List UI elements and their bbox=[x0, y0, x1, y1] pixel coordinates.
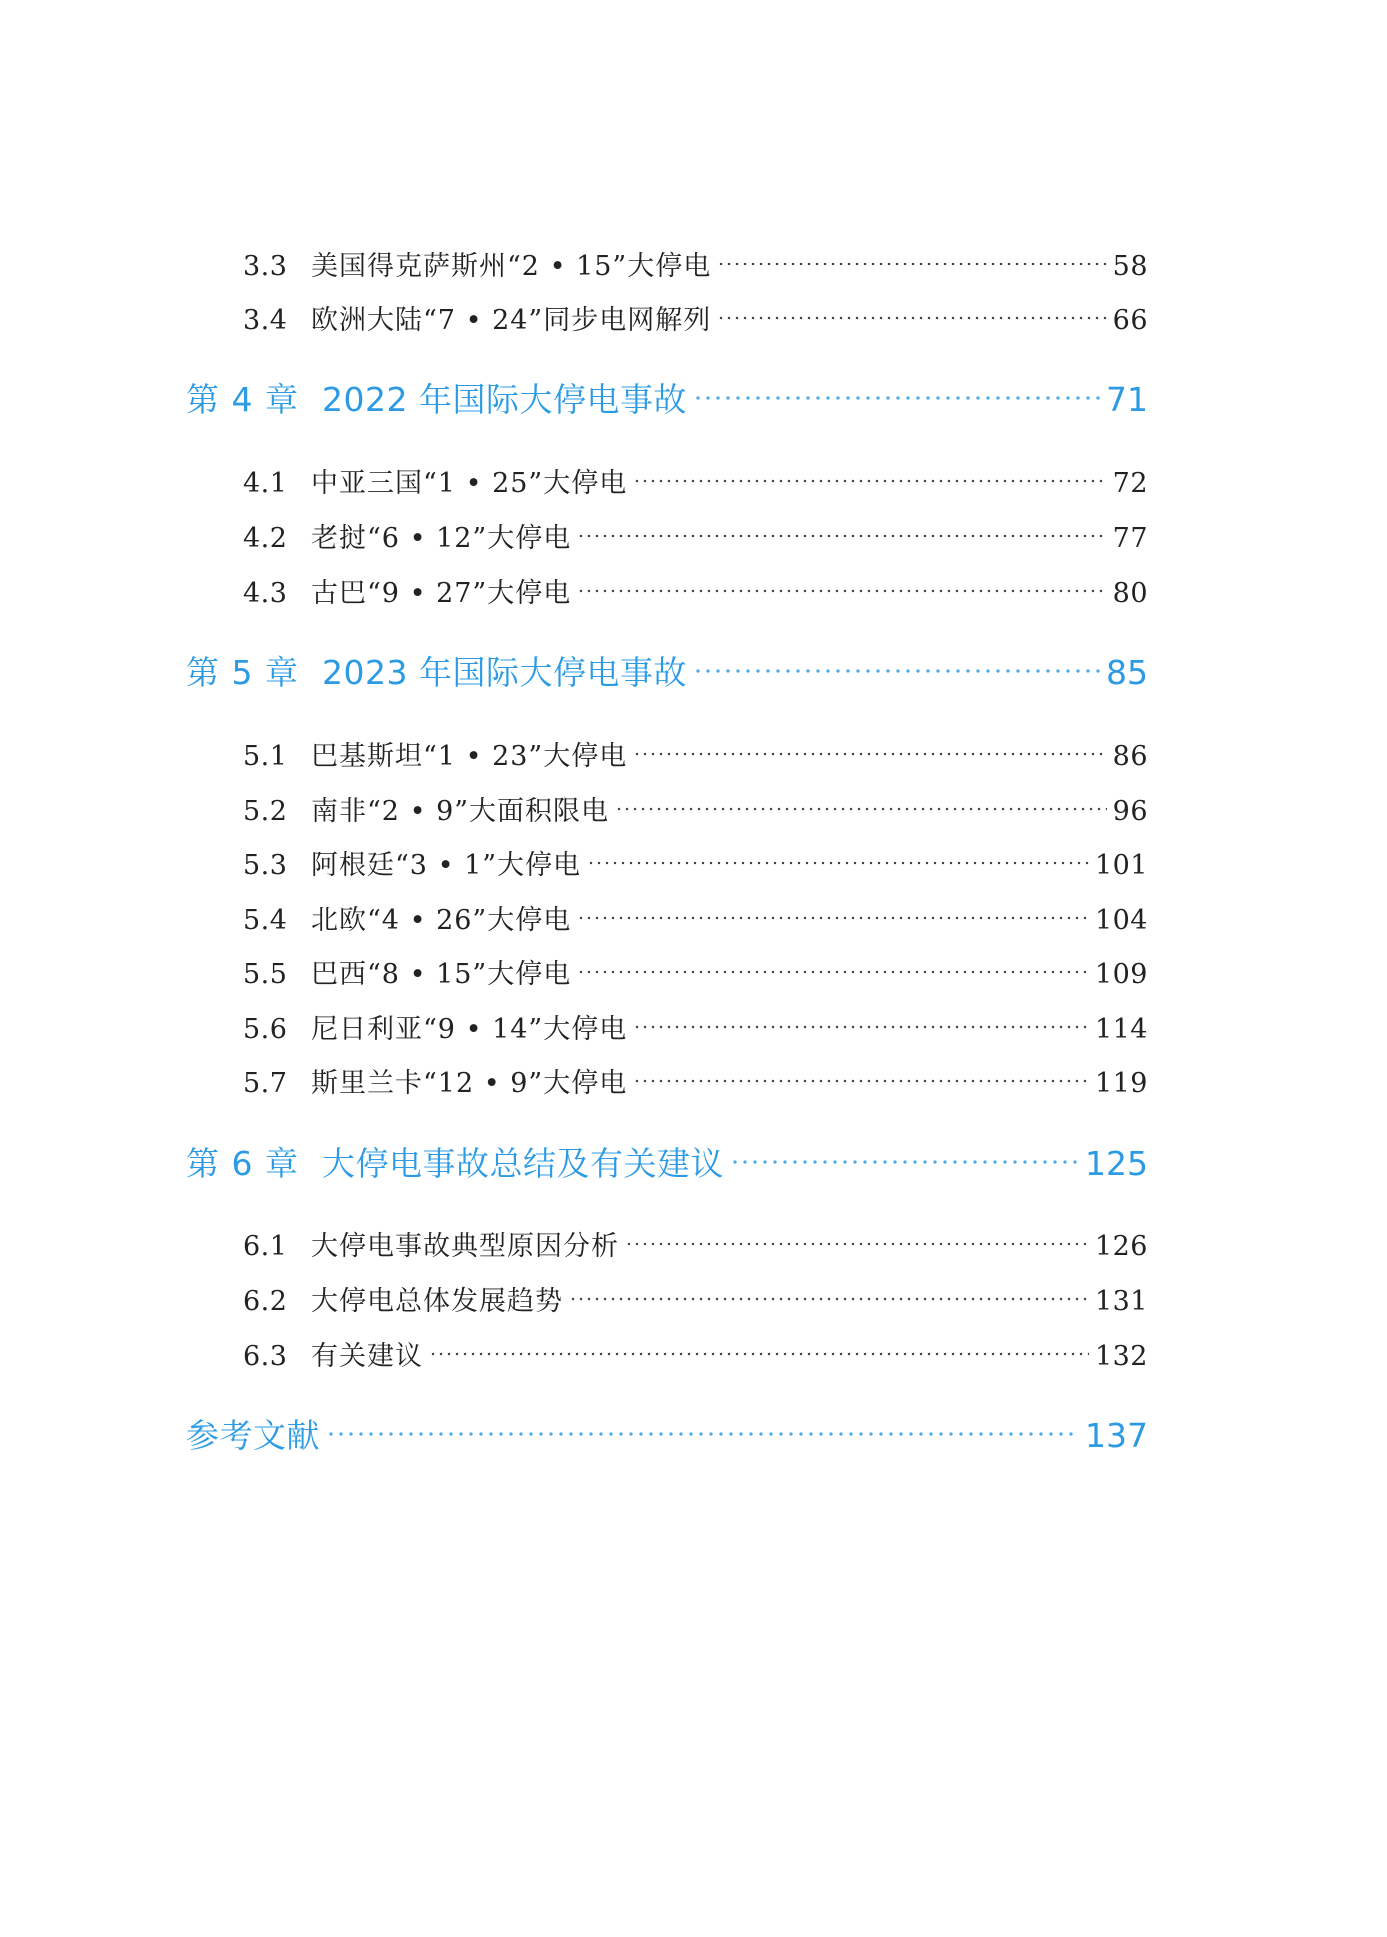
toc-section-title: 巴基斯坦“1 • 23”大停电 bbox=[311, 741, 628, 772]
toc-chapter-5[interactable] bbox=[186, 647, 1148, 695]
toc-entry-3-3[interactable] bbox=[243, 244, 1148, 284]
toc-section-title: 北欧“4 • 26”大停电 bbox=[311, 905, 572, 936]
toc-page-number: 114 bbox=[1094, 1014, 1148, 1045]
toc-dot-leader bbox=[633, 1025, 1089, 1029]
toc-page-number: 137 bbox=[1085, 1416, 1148, 1455]
toc-entry-5-4[interactable] bbox=[243, 898, 1148, 938]
toc-chapter-title: 大停电事故总结及有关建议 bbox=[322, 1144, 724, 1183]
toc-entry-4-3[interactable] bbox=[243, 571, 1148, 611]
toc-section-number: 6.1 bbox=[243, 1231, 288, 1262]
toc-chapter-number: 第 6 章 bbox=[186, 1144, 299, 1183]
toc-chapter-title: 2023 年国际大停电事故 bbox=[322, 653, 687, 692]
toc-entry-6-1[interactable] bbox=[243, 1224, 1148, 1264]
toc-section-number: 5.2 bbox=[243, 796, 288, 827]
toc-page-number: 80 bbox=[1112, 578, 1148, 609]
toc-entry-5-7[interactable] bbox=[243, 1061, 1148, 1101]
toc-entry-6-3[interactable] bbox=[243, 1334, 1148, 1374]
toc-section-title: 老挝“6 • 12”大停电 bbox=[311, 523, 572, 554]
toc-page-number: 77 bbox=[1112, 523, 1148, 554]
toc-dot-leader bbox=[717, 262, 1106, 266]
toc-section-title: 古巴“9 • 27”大停电 bbox=[311, 578, 572, 609]
toc-dot-leader bbox=[633, 752, 1106, 756]
toc-dot-leader bbox=[429, 1352, 1089, 1356]
toc-dot-leader bbox=[633, 1079, 1089, 1083]
toc-dot-leader bbox=[625, 1242, 1089, 1246]
toc-section-title: 大停电事故典型原因分析 bbox=[311, 1231, 619, 1262]
toc-page-number: 132 bbox=[1094, 1341, 1148, 1372]
toc-page-number: 85 bbox=[1106, 653, 1148, 692]
toc-dot-leader bbox=[693, 669, 1100, 673]
toc-page-number: 126 bbox=[1094, 1231, 1148, 1262]
toc-section-number: 5.7 bbox=[243, 1068, 288, 1099]
toc-section-title: 斯里兰卡“12 • 9”大停电 bbox=[311, 1068, 628, 1099]
toc-section-number: 5.1 bbox=[243, 741, 288, 772]
toc-section-title: 阿根廷“3 • 1”大停电 bbox=[311, 850, 582, 881]
toc-dot-leader bbox=[577, 916, 1089, 920]
toc-entry-5-3[interactable] bbox=[243, 843, 1148, 883]
toc-page-number: 101 bbox=[1094, 850, 1148, 881]
toc-dot-leader bbox=[633, 479, 1106, 483]
toc-dot-leader bbox=[569, 1297, 1089, 1301]
toc-page-number: 104 bbox=[1094, 905, 1148, 936]
toc-page-number: 72 bbox=[1112, 468, 1148, 499]
toc-section-number: 5.4 bbox=[243, 905, 288, 936]
toc-entry-4-2[interactable] bbox=[243, 516, 1148, 556]
toc-page-number: 131 bbox=[1094, 1286, 1148, 1317]
toc-entry-6-2[interactable] bbox=[243, 1279, 1148, 1319]
toc-chapter-number: 第 4 章 bbox=[186, 380, 299, 419]
toc-page-number: 71 bbox=[1106, 380, 1148, 419]
toc-dot-leader bbox=[577, 970, 1089, 974]
toc-page-number: 109 bbox=[1094, 959, 1148, 990]
toc-dot-leader bbox=[730, 1160, 1079, 1164]
toc-section-number: 5.3 bbox=[243, 850, 288, 881]
toc-page-number: 96 bbox=[1112, 796, 1148, 827]
toc-section-title: 大停电总体发展趋势 bbox=[311, 1286, 563, 1317]
toc-entry-4-1[interactable] bbox=[243, 461, 1148, 501]
toc-chapter-number: 第 5 章 bbox=[186, 653, 299, 692]
toc-entry-5-6[interactable] bbox=[243, 1007, 1148, 1047]
toc-section-title: 美国得克萨斯州“2 • 15”大停电 bbox=[311, 251, 712, 282]
toc-section-number: 4.3 bbox=[243, 578, 288, 609]
toc-section-number: 5.5 bbox=[243, 959, 288, 990]
toc-dot-leader bbox=[615, 807, 1107, 811]
toc-section-title: 欧洲大陆“7 • 24”同步电网解列 bbox=[311, 305, 712, 336]
toc-section-title: 有关建议 bbox=[311, 1341, 423, 1372]
toc-page-number: 86 bbox=[1112, 741, 1148, 772]
toc-section-number: 3.3 bbox=[243, 251, 288, 282]
toc-entry-3-4[interactable] bbox=[243, 298, 1148, 338]
toc-dot-leader bbox=[693, 396, 1100, 400]
toc-section-title: 中亚三国“1 • 25”大停电 bbox=[311, 468, 628, 499]
toc-chapter-title: 参考文献 bbox=[186, 1416, 320, 1455]
toc-entry-5-2[interactable] bbox=[243, 789, 1148, 829]
toc-page-number: 125 bbox=[1085, 1144, 1148, 1183]
toc-dot-leader bbox=[326, 1432, 1079, 1436]
toc-dot-leader bbox=[587, 861, 1089, 865]
toc-section-number: 6.3 bbox=[243, 1341, 288, 1372]
toc-section-number: 4.1 bbox=[243, 468, 288, 499]
toc-dot-leader bbox=[577, 589, 1106, 593]
toc-section-number: 3.4 bbox=[243, 305, 288, 336]
toc-dot-leader bbox=[717, 316, 1106, 320]
toc-page-number: 58 bbox=[1112, 251, 1148, 282]
toc-section-number: 5.6 bbox=[243, 1014, 288, 1045]
toc-dot-leader bbox=[577, 534, 1106, 538]
toc-entry-5-5[interactable] bbox=[243, 952, 1148, 992]
toc-section-title: 巴西“8 • 15”大停电 bbox=[311, 959, 572, 990]
toc-references[interactable] bbox=[186, 1410, 1148, 1458]
toc-chapter-title: 2022 年国际大停电事故 bbox=[322, 380, 687, 419]
toc-chapter-6[interactable] bbox=[186, 1138, 1148, 1186]
toc-section-title: 南非“2 • 9”大面积限电 bbox=[311, 796, 610, 827]
toc-page-number: 66 bbox=[1112, 305, 1148, 336]
toc-page-number: 119 bbox=[1094, 1068, 1148, 1099]
toc-entry-5-1[interactable] bbox=[243, 734, 1148, 774]
toc-section-number: 6.2 bbox=[243, 1286, 288, 1317]
toc-section-title: 尼日利亚“9 • 14”大停电 bbox=[311, 1014, 628, 1045]
toc-section-number: 4.2 bbox=[243, 523, 288, 554]
toc-chapter-4[interactable] bbox=[186, 374, 1148, 422]
